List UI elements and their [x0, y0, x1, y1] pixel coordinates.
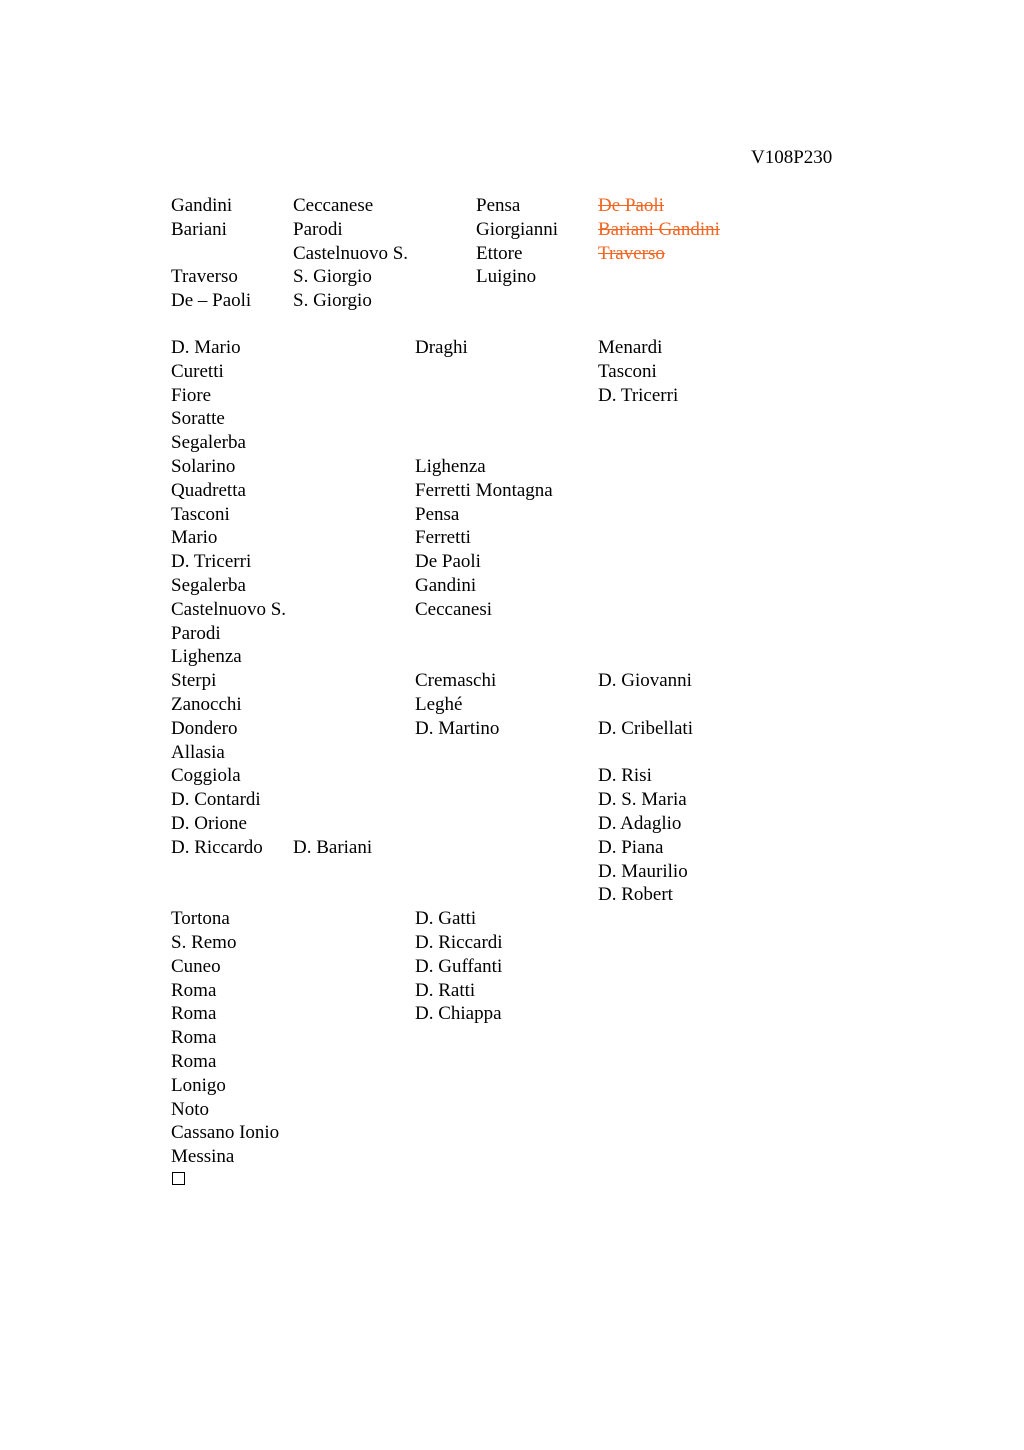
list-name-col2: D. Chiappa [415, 1003, 502, 1025]
list-name-col2: D. Guffanti [415, 955, 503, 977]
list-name-col1: D. Orione [171, 813, 247, 834]
list-name-col1: Roma [171, 979, 217, 1001]
list-name-col3: D. Piana [598, 836, 664, 858]
list-name-col1: Cassano Ionio [171, 1122, 280, 1144]
list-name-col1: S. Remo [171, 932, 237, 953]
list-name-col1: Mario [171, 527, 218, 549]
list-name-col1: Cuneo [171, 955, 221, 977]
struck-name: Bariani Gandini [598, 218, 720, 240]
list-name-col1: D. Tricerri [171, 551, 252, 573]
list-name-col1: Castelnuovo S. [171, 598, 287, 620]
header-name-col2: Parodi [293, 218, 343, 240]
list-name-col1: Curetti [171, 360, 224, 382]
list-name-col1b: D. Bariani [293, 836, 373, 858]
list-name-col1: Tasconi [171, 503, 230, 525]
list-name-col1: Messina [171, 1146, 235, 1168]
list-name-col3: D. S. Maria [598, 789, 687, 811]
list-name-col1: Roma [171, 1003, 217, 1025]
list-name-col1: Noto [171, 1098, 209, 1120]
list-name-col2: D. Riccardi [415, 932, 503, 953]
list-name-col3: D. Robert [598, 884, 673, 906]
list-name-col1: D. Riccardo [171, 836, 263, 858]
list-name-col2: Pensa [415, 503, 460, 525]
list-name-col3: D. Giovanni [598, 670, 692, 692]
list-name-col2: D. Gatti [415, 908, 477, 930]
list-name-col1: Fiore [171, 384, 212, 406]
header-name-col1: Bariani [171, 218, 227, 240]
header-name-col2: S. Giorgio [293, 266, 372, 288]
header-name-col2: Ceccanese [293, 195, 374, 216]
list-name-col1: Lighenza [171, 646, 242, 668]
list-name-col3: D. Maurilio [598, 860, 688, 882]
header-name-col3: Luigino [476, 266, 537, 288]
list-name-col2: Leghé [415, 694, 463, 715]
list-name-col3: D. Tricerri [598, 384, 679, 406]
header-name-col1: Traverso [171, 266, 238, 288]
list-name-col1: Roma [171, 1027, 217, 1049]
header-name-col3: Giorgianni [476, 218, 558, 240]
struck-name: Traverso [598, 242, 665, 264]
list-name-col1: Roma [171, 1051, 217, 1072]
header-name-col3: Ettore [476, 242, 523, 264]
list-name-col1: D. Mario [171, 337, 241, 358]
list-name-col2: D. Ratti [415, 979, 476, 1001]
header-name-col2: Castelnuovo S. [293, 242, 409, 264]
list-name-col1: Sterpi [171, 670, 217, 692]
list-name-col2: Lighenza [415, 456, 486, 477]
header-name-col3: Pensa [476, 195, 521, 216]
list-name-col1: Tortona [171, 908, 230, 930]
list-name-col2: Ferretti Montagna [415, 479, 553, 501]
list-name-col1: Segalerba [171, 432, 246, 454]
list-name-col2: Draghi [415, 337, 468, 358]
list-name-col2: Cremaschi [415, 670, 497, 692]
list-name-col1: Segalerba [171, 575, 246, 596]
list-name-col1: Lonigo [171, 1074, 226, 1096]
list-name-col2: D. Martino [415, 717, 500, 739]
list-name-col1: Dondero [171, 717, 238, 739]
list-name-col1: Coggiola [171, 765, 241, 787]
list-name-col3: D. Risi [598, 765, 652, 787]
list-name-col3: D. Cribellati [598, 717, 693, 739]
list-name-col2: Ferretti [415, 527, 471, 549]
header-name-col1: Gandini [171, 195, 233, 216]
list-name-col2: Gandini [415, 575, 477, 596]
list-name-col1: Zanocchi [171, 694, 242, 715]
list-name-col1: Parodi [171, 622, 221, 644]
list-name-col2: De Paoli [415, 551, 481, 573]
checkbox-square-icon [172, 1172, 185, 1185]
header-name-col2: S. Giorgio [293, 290, 372, 312]
list-name-col1: D. Contardi [171, 789, 261, 811]
list-name-col1: Allasia [171, 741, 225, 763]
list-name-col3: Tasconi [598, 360, 657, 382]
document-reference: V108P230 [751, 147, 833, 168]
list-name-col3: D. Adaglio [598, 813, 682, 834]
header-name-col1: De – Paoli [171, 290, 252, 312]
list-name-col1: Solarino [171, 456, 236, 477]
list-name-col1: Quadretta [171, 479, 246, 501]
list-name-col2: Ceccanesi [415, 598, 493, 620]
list-name-col1: Soratte [171, 408, 225, 430]
struck-name: De Paoli [598, 195, 664, 216]
list-name-col3: Menardi [598, 337, 663, 358]
